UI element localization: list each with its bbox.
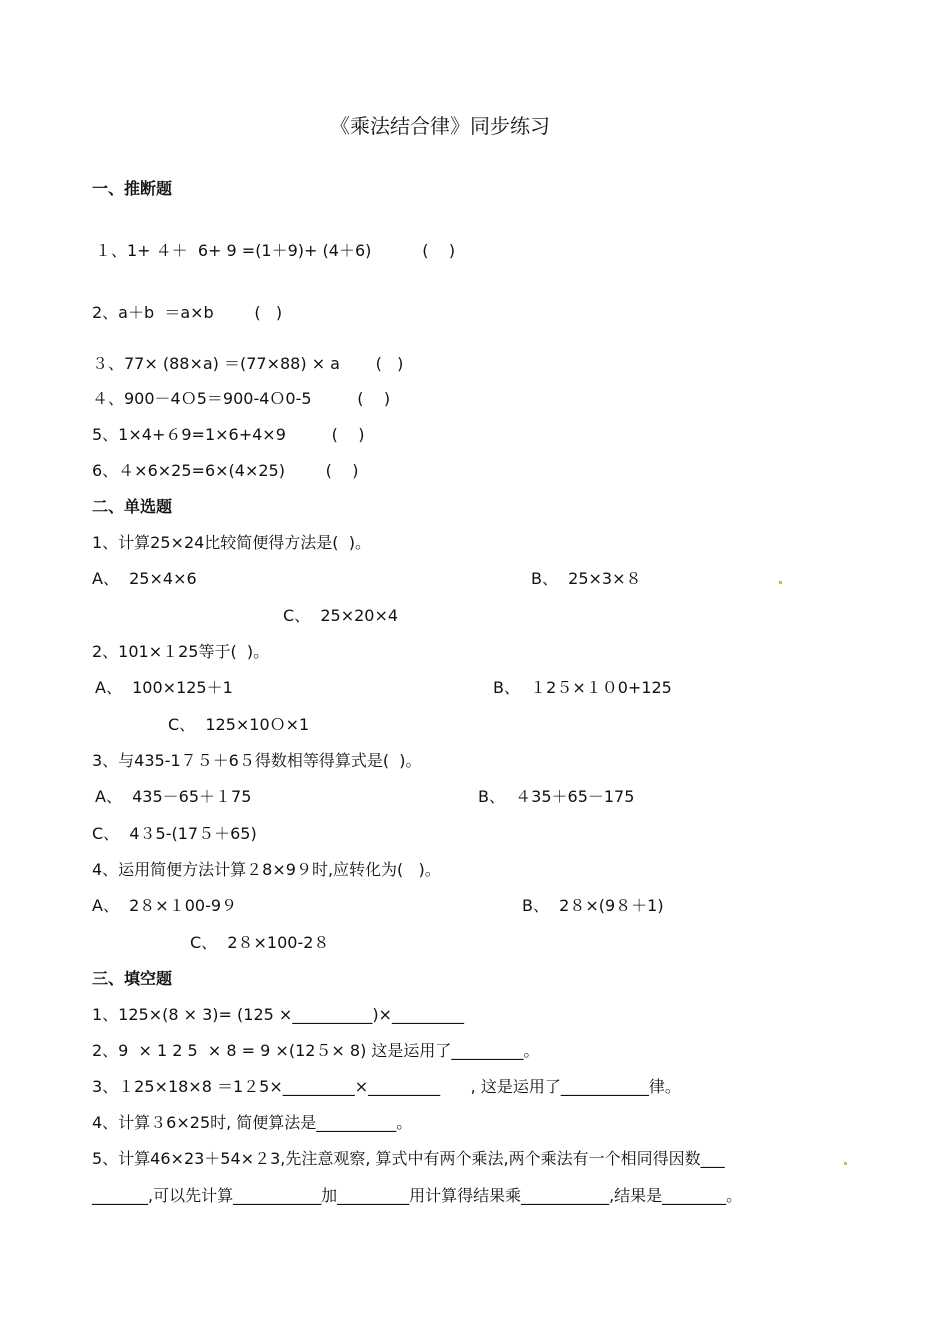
judge-item-2: 2、a＋b ＝a×b ( ) bbox=[92, 303, 283, 322]
choice-question-1: 1、计算25×24比较简便得方法是( )。 bbox=[92, 533, 371, 552]
choice-option-3c: C、 4３5-(17５＋65) bbox=[92, 824, 257, 843]
judge-item-3: ３、77× (88×a) ＝(77×88) × a ( ) bbox=[92, 354, 404, 373]
choice-question-4: 4、运用简便方法计算２8×9９时,应转化为( )。 bbox=[92, 860, 441, 879]
judge-item-1: １、1+ ４＋ 6+ 9 =(1＋9)+ (4＋6) ( ) bbox=[95, 241, 456, 260]
choice-option-2b: B、 １2５×１０0+125 bbox=[493, 678, 672, 697]
choice-option-4b: B、 2８×(9８＋1) bbox=[522, 896, 664, 915]
section-heading-fill: 三、填空题 bbox=[92, 969, 173, 988]
page-title: 《乘法结合律》同步练习 bbox=[330, 114, 550, 138]
choice-option-4a: A、 2８×１00-9９ bbox=[92, 896, 238, 915]
fill-item-1: 1、125×(8 × 3)= (125 ×__________)×_________ bbox=[92, 1005, 464, 1024]
judge-item-6: 6、４×6×25=6×(4×25) ( ) bbox=[92, 461, 359, 480]
section-heading-choice: 二、单选题 bbox=[92, 497, 173, 516]
fill-item-4: 4、计算３6×25时, 简便算法是__________。 bbox=[92, 1113, 413, 1132]
choice-question-2: 2、101×１25等于( )。 bbox=[92, 642, 270, 661]
choice-option-3a: A、 435－65＋１75 bbox=[95, 787, 252, 806]
fill-item-2: 2、9 × 1 2 5 × 8 = 9 ×(12５× 8) 这是运用了_________。 bbox=[92, 1041, 540, 1060]
choice-option-1c: C、 25×20×4 bbox=[283, 606, 399, 625]
judge-item-5: 5、1×4+６9=1×6+4×9 ( ) bbox=[92, 425, 365, 444]
scan-speck-mark bbox=[779, 581, 782, 584]
section-heading-judge: 一、推断题 bbox=[92, 179, 173, 198]
choice-option-1a: A、 25×4×6 bbox=[92, 569, 197, 588]
choice-option-3b: B、 ４35＋65－175 bbox=[478, 787, 635, 806]
choice-question-3: 3、与435-1７５＋6５得数相等得算式是( )。 bbox=[92, 751, 422, 770]
choice-option-1b: B、 25×3×８ bbox=[531, 569, 642, 588]
fill-item-5-line-2: _______,可以先计算___________加_________用计算得结果乘___________,结果是________。 bbox=[92, 1186, 743, 1205]
choice-option-4c: C、 2８×100-2８ bbox=[190, 933, 330, 952]
fill-item-3: 3、１25×18×8 ＝1２5×_________×_________ , 这是运用了___________律。 bbox=[92, 1077, 681, 1096]
choice-option-2c: C、 125×10Ｏ×1 bbox=[168, 715, 310, 734]
fill-item-5-line-1: 5、计算46×23＋54×２3,先注意观察, 算式中有两个乘法,两个乘法有一个相同得因数___ bbox=[92, 1149, 725, 1168]
judge-item-4: ４、900－4Ｏ5＝900-4Ｏ0-5 ( ) bbox=[92, 389, 391, 408]
scan-speck-mark bbox=[844, 1162, 847, 1165]
choice-option-2a: A、 100×125＋1 bbox=[95, 678, 233, 697]
